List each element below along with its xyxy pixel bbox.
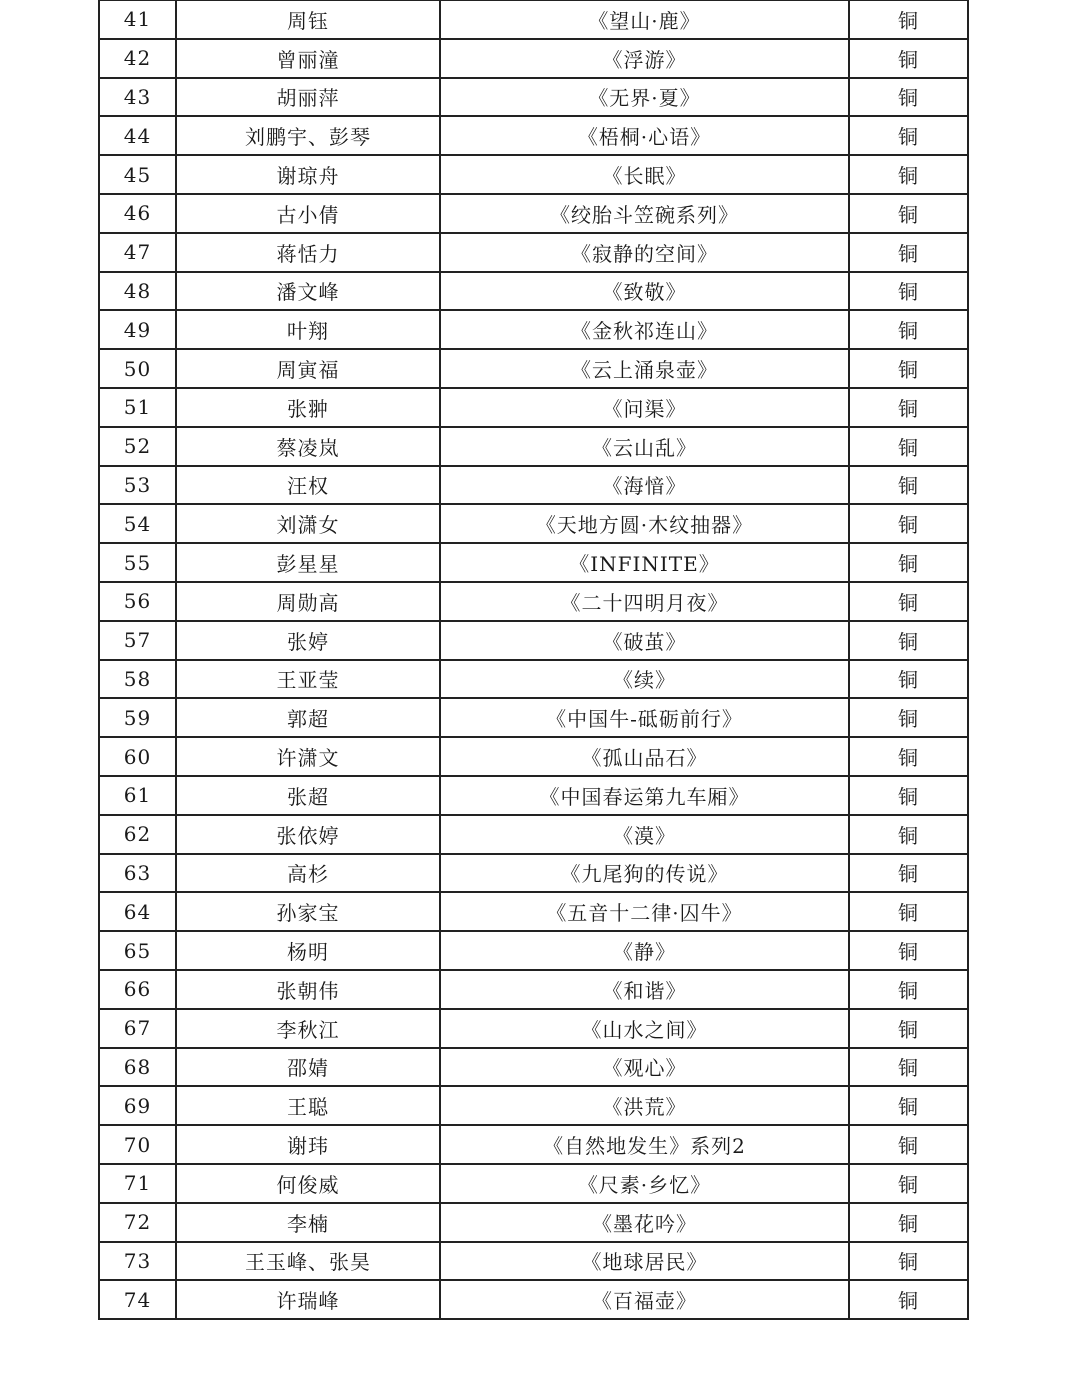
row-number: 63 [99, 854, 176, 893]
award-level: 铜 [849, 970, 968, 1009]
author-name: 许瑞峰 [176, 1280, 440, 1319]
table-row [99, 776, 968, 815]
work-title: 《金秋祁连山》 [440, 310, 849, 349]
author-name: 蔡凌岚 [176, 427, 440, 466]
row-number: 48 [99, 272, 176, 311]
row-number: 72 [99, 1203, 176, 1242]
award-level: 铜 [849, 427, 968, 466]
author-name: 李楠 [176, 1203, 440, 1242]
row-number: 46 [99, 194, 176, 233]
award-level: 铜 [849, 272, 968, 311]
work-title: 《和谐》 [440, 970, 849, 1009]
award-level: 铜 [849, 1125, 968, 1164]
award-level: 铜 [849, 194, 968, 233]
award-level: 铜 [849, 1009, 968, 1048]
author-name: 古小倩 [176, 194, 440, 233]
row-number: 66 [99, 970, 176, 1009]
row-number: 57 [99, 621, 176, 660]
work-title: 《中国牛-砥砺前行》 [440, 698, 849, 737]
work-title: 《长眠》 [440, 155, 849, 194]
work-title: 《百福壶》 [440, 1280, 849, 1319]
row-number: 62 [99, 815, 176, 854]
author-name: 王亚莹 [176, 660, 440, 699]
award-level: 铜 [849, 854, 968, 893]
author-name: 王聪 [176, 1086, 440, 1125]
author-name: 叶翔 [176, 310, 440, 349]
work-title: 《尺素·乡忆》 [440, 1164, 849, 1203]
author-name: 汪权 [176, 466, 440, 505]
row-number: 42 [99, 39, 176, 78]
award-level: 铜 [849, 1203, 968, 1242]
table-row [99, 39, 968, 78]
work-title: 《山水之间》 [440, 1009, 849, 1048]
work-title: 《洪荒》 [440, 1086, 849, 1125]
row-number: 49 [99, 310, 176, 349]
work-title: 《漠》 [440, 815, 849, 854]
table-row [99, 310, 968, 349]
work-title: 《浮游》 [440, 39, 849, 78]
row-number: 67 [99, 1009, 176, 1048]
work-title: 《孤山品石》 [440, 737, 849, 776]
table-row [99, 660, 968, 699]
author-name: 张依婷 [176, 815, 440, 854]
author-name: 何俊威 [176, 1164, 440, 1203]
table-row [99, 621, 968, 660]
work-title: 《云上涌泉壶》 [440, 349, 849, 388]
award-level: 铜 [849, 78, 968, 117]
author-name: 蒋恬力 [176, 233, 440, 272]
table-row [99, 78, 968, 117]
row-number: 55 [99, 543, 176, 582]
row-number: 58 [99, 660, 176, 699]
award-level: 铜 [849, 1086, 968, 1125]
award-level: 铜 [849, 233, 968, 272]
table-row [99, 582, 968, 621]
award-table-body [99, 1, 968, 1320]
row-number: 71 [99, 1164, 176, 1203]
award-level: 铜 [849, 155, 968, 194]
award-level: 铜 [849, 892, 968, 931]
work-title: 《五音十二律·囚牛》 [440, 892, 849, 931]
author-name: 张朝伟 [176, 970, 440, 1009]
work-title: 《续》 [440, 660, 849, 699]
award-level: 铜 [849, 116, 968, 155]
award-table [98, 0, 969, 1320]
table-row [99, 1125, 968, 1164]
row-number: 45 [99, 155, 176, 194]
author-name: 周勋高 [176, 582, 440, 621]
award-level: 铜 [849, 1280, 968, 1319]
author-name: 谢琼舟 [176, 155, 440, 194]
table-row [99, 272, 968, 311]
table-row [99, 737, 968, 776]
table-row [99, 194, 968, 233]
row-number: 56 [99, 582, 176, 621]
table-row [99, 427, 968, 466]
author-name: 周钰 [176, 1, 440, 39]
work-title: 《中国春运第九车厢》 [440, 776, 849, 815]
work-title: 《破茧》 [440, 621, 849, 660]
row-number: 50 [99, 349, 176, 388]
table-row [99, 1242, 968, 1281]
row-number: 51 [99, 388, 176, 427]
award-level: 铜 [849, 310, 968, 349]
work-title: 《海愔》 [440, 466, 849, 505]
row-number: 65 [99, 931, 176, 970]
work-title: 《无界·夏》 [440, 78, 849, 117]
author-name: 周寅福 [176, 349, 440, 388]
award-level: 铜 [849, 776, 968, 815]
author-name: 郭超 [176, 698, 440, 737]
table-row [99, 155, 968, 194]
author-name: 李秋江 [176, 1009, 440, 1048]
table-row [99, 543, 968, 582]
row-number: 52 [99, 427, 176, 466]
work-title: 《地球居民》 [440, 1242, 849, 1281]
table-row [99, 970, 968, 1009]
table-row [99, 116, 968, 155]
table-row [99, 1164, 968, 1203]
author-name: 高杉 [176, 854, 440, 893]
work-title: 《梧桐·心语》 [440, 116, 849, 155]
row-number: 73 [99, 1242, 176, 1281]
award-level: 铜 [849, 737, 968, 776]
work-title: 《观心》 [440, 1048, 849, 1087]
author-name: 孙家宝 [176, 892, 440, 931]
row-number: 53 [99, 466, 176, 505]
author-name: 张婷 [176, 621, 440, 660]
author-name: 张翀 [176, 388, 440, 427]
table-row [99, 1048, 968, 1087]
table-row [99, 892, 968, 931]
table-row [99, 1280, 968, 1319]
author-name: 刘鹏宇、彭琴 [176, 116, 440, 155]
work-title: 《二十四明月夜》 [440, 582, 849, 621]
author-name: 许潇文 [176, 737, 440, 776]
award-level: 铜 [849, 931, 968, 970]
row-number: 44 [99, 116, 176, 155]
author-name: 潘文峰 [176, 272, 440, 311]
award-level: 铜 [849, 815, 968, 854]
row-number: 69 [99, 1086, 176, 1125]
table-row [99, 1203, 968, 1242]
row-number: 43 [99, 78, 176, 117]
author-name: 邵婧 [176, 1048, 440, 1087]
work-title: 《静》 [440, 931, 849, 970]
award-level: 铜 [849, 698, 968, 737]
work-title: 《墨花吟》 [440, 1203, 849, 1242]
author-name: 张超 [176, 776, 440, 815]
table-row [99, 1, 968, 39]
award-level: 铜 [849, 388, 968, 427]
table-row [99, 504, 968, 543]
table-row [99, 815, 968, 854]
award-level: 铜 [849, 582, 968, 621]
row-number: 54 [99, 504, 176, 543]
award-level: 铜 [849, 1, 968, 39]
table-row [99, 349, 968, 388]
award-level: 铜 [849, 504, 968, 543]
row-number: 59 [99, 698, 176, 737]
author-name: 王玉峰、张昊 [176, 1242, 440, 1281]
award-level: 铜 [849, 39, 968, 78]
work-title: 《云山乱》 [440, 427, 849, 466]
work-title: 《自然地发生》系列2 [440, 1125, 849, 1164]
table-row [99, 931, 968, 970]
award-level: 铜 [849, 1164, 968, 1203]
author-name: 胡丽萍 [176, 78, 440, 117]
author-name: 彭星星 [176, 543, 440, 582]
work-title: 《望山·鹿》 [440, 1, 849, 39]
table-row [99, 1009, 968, 1048]
award-level: 铜 [849, 660, 968, 699]
row-number: 61 [99, 776, 176, 815]
row-number: 74 [99, 1280, 176, 1319]
table-row [99, 466, 968, 505]
row-number: 70 [99, 1125, 176, 1164]
work-title: 《九尾狗的传说》 [440, 854, 849, 893]
work-title: 《天地方圆·木纹抽器》 [440, 504, 849, 543]
row-number: 47 [99, 233, 176, 272]
work-title: 《INFINITE》 [440, 543, 849, 582]
author-name: 谢玮 [176, 1125, 440, 1164]
award-level: 铜 [849, 621, 968, 660]
row-number: 60 [99, 737, 176, 776]
award-level: 铜 [849, 1048, 968, 1087]
table-row [99, 854, 968, 893]
row-number: 41 [99, 1, 176, 39]
table-row [99, 388, 968, 427]
author-name: 刘潇女 [176, 504, 440, 543]
author-name: 曾丽潼 [176, 39, 440, 78]
award-list-page [98, 0, 967, 1320]
table-row [99, 698, 968, 737]
work-title: 《致敬》 [440, 272, 849, 311]
award-level: 铜 [849, 1242, 968, 1281]
award-level: 铜 [849, 349, 968, 388]
row-number: 68 [99, 1048, 176, 1087]
table-row [99, 233, 968, 272]
work-title: 《绞胎斗笠碗系列》 [440, 194, 849, 233]
work-title: 《问渠》 [440, 388, 849, 427]
award-level: 铜 [849, 466, 968, 505]
author-name: 杨明 [176, 931, 440, 970]
table-row [99, 1086, 968, 1125]
row-number: 64 [99, 892, 176, 931]
work-title: 《寂静的空间》 [440, 233, 849, 272]
award-level: 铜 [849, 543, 968, 582]
